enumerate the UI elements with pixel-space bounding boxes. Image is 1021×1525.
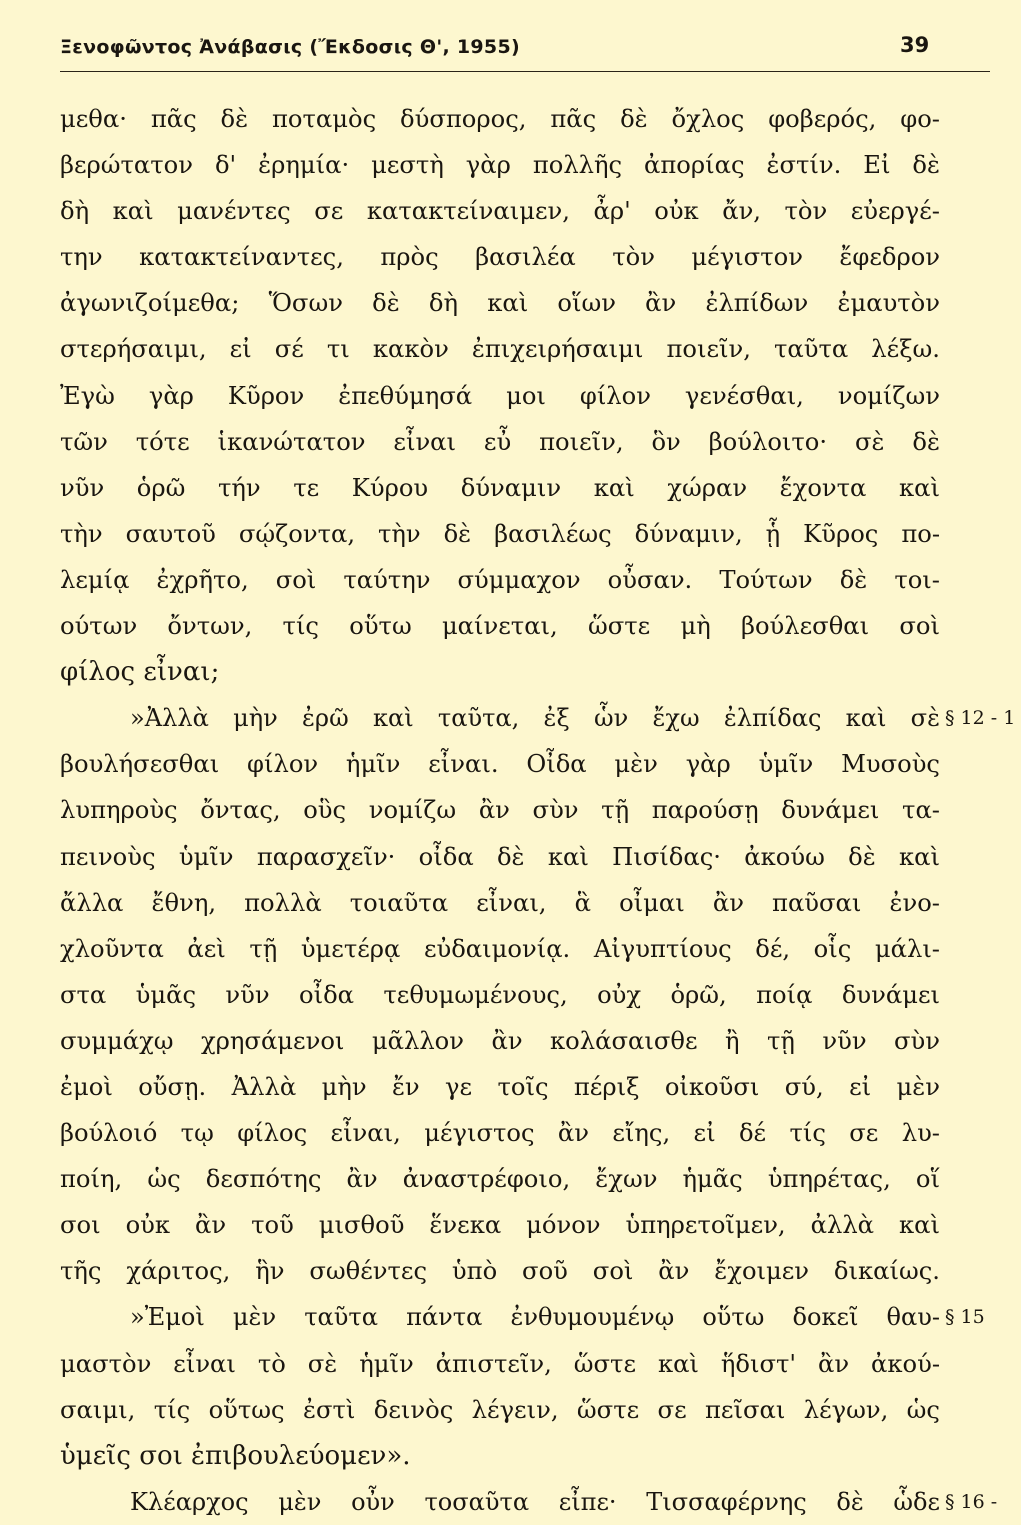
text-line: πεινοὺς ὑμῖν παρασχεῖν· οἶδα δὲ καὶ Πισίδας· ἀκούω δὲ καὶ (60, 842, 940, 871)
text-line: μεθα· πᾶς δὲ ποταμὸς δύσπορος, πᾶς δὲ ὄχλος φοβερός, φο- (60, 105, 940, 133)
text-line: λεμίᾳ ἐχρῆτο, σοὶ ταύτην σύμμαχον οὖσαν. Τούτων δὲ τοι- (60, 565, 940, 594)
text-line: ποίη, ὡς δεσπότης ἂν ἀναστρέφοιο, ἔχων ἡμᾶς ὑπηρέτας, οἵ (60, 1165, 940, 1194)
text-line: στερήσαιμι, εἰ σέ τι κακὸν ἐπιχειρήσαιμι ποιεῖν, ταῦτα λέξω. (60, 335, 940, 364)
text-line: ἐμοὶ οὔσῃ. Ἀλλὰ μὴν ἔν γε τοῖς πέριξ οἰκοῦσι σύ, εἰ μὲν (60, 1072, 940, 1101)
body-text (60, 96, 1016, 1525)
text-line: »Ἐμοὶ μὲν ταῦτα πάντα ἐνθυμουμένῳ οὕτω δοκεῖ θαυ- § 15 (60, 1294, 940, 1340)
section-marker: § 12 - 1 (945, 707, 1016, 730)
text-line: δὴ καὶ μανέντες σε κατακτείναιμεν, ἆρ' οὐκ ἄν, τὸν εὐεργέ- (60, 197, 940, 226)
text-line: ούτων ὄντων, τίς οὕτω μαίνεται, ὥστε μὴ βούλεσθαι σοὶ (60, 612, 940, 641)
text-line: συμμάχῳ χρησάμενοι μᾶλλον ἂν κολάσαισθε ἢ τῇ νῦν σὺν (60, 1026, 940, 1055)
text-line: νῦν ὁρῶ τήν τε Κύρου δύναμιν καὶ χώραν ἔχοντα καὶ (60, 473, 940, 502)
text-line: Ἐγὼ γὰρ Κῦρον ἐπεθύμησά μοι φίλον γενέσθαι, νομίζων (60, 381, 940, 410)
text-line: χλοῦντα ἀεὶ τῇ ὑμετέρᾳ εὐδαιμονίᾳ. Αἰγυπτίους δέ, οἷς μάλι- (60, 934, 940, 963)
text-line: φίλος εἶναι; (60, 657, 220, 688)
page-number: 39 (900, 33, 930, 57)
text-line: σαιμι, τίς οὕτως ἐστὶ δεινὸς λέγειν, ὥστε σε πεῖσαι λέγων, ὡς (60, 1395, 940, 1424)
header-title: Ξενοφῶντος Ἀνάβασις (Ἔκδοσις Θ', 1955) (60, 36, 520, 58)
text-line: τῆς χάριτος, ἣν σωθέντες ὑπὸ σοῦ σοὶ ἂν ἔχοιμεν δικαίως. (60, 1257, 940, 1286)
text-line: τὴν σαυτοῦ σῴζοντα, τὴν δὲ βασιλέως δύναμιν, ᾗ Κῦρος πο- (60, 519, 940, 548)
running-head (60, 30, 990, 70)
text-line: ἀγωνιζοίμεθα; Ὅσων δὲ δὴ καὶ οἵων ἂν ἐλπίδων ἐμαυτὸν (60, 289, 940, 318)
text-line: ἄλλα ἔθνη, πολλὰ τοιαῦτα εἶναι, ἃ οἶμαι ἂν παῦσαι ἐνο- (60, 888, 940, 917)
text-line: ὑμεῖς σοι ἐπιβουλεύομεν». (60, 1440, 411, 1471)
text-line: βερώτατον δ' ἐρημία· μεστὴ γὰρ πολλῆς ἀπορίας ἐστίν. Εἰ δὲ (60, 151, 940, 180)
text-line: σοι οὐκ ἂν τοῦ μισθοῦ ἕνεκα μόνον ὑπηρετοῖμεν, ἀλλὰ καὶ (60, 1211, 940, 1240)
text-line: Κλέαρχος μὲν οὖν τοσαῦτα εἶπε· Τισσαφέρνης δὲ ὧδε § 16 - (60, 1479, 940, 1525)
text-line: στα ὑμᾶς νῦν οἶδα τεθυμωμένους, οὐχ ὁρῶ, ποίᾳ δυνάμει (60, 980, 940, 1009)
header-rule (60, 71, 990, 72)
text-line: βούλοιό τῳ φίλος εἶναι, μέγιστος ἂν εἴης, εἰ δέ τίς σε λυ- (60, 1119, 940, 1148)
section-marker: § 16 - (945, 1490, 998, 1513)
text-line: μαστὸν εἶναι τὸ σὲ ἡμῖν ἀπιστεῖν, ὥστε καὶ ἥδιστ' ἂν ἀκού- (60, 1349, 940, 1378)
text-line: »Ἀλλὰ μὴν ἐρῶ καὶ ταῦτα, ἐξ ὧν ἔχω ἐλπίδας καὶ σὲ § 12 - 1 (60, 695, 940, 741)
section-marker: § 15 (945, 1306, 985, 1329)
text-line: βουλήσεσθαι φίλον ἡμῖν εἶναι. Οἶδα μὲν γὰρ ὑμῖν Μυσοὺς (60, 750, 940, 779)
text-line: την κατακτείναντες, πρὸς βασιλέα τὸν μέγιστον ἔφεδρον (60, 243, 940, 272)
text-line: τῶν τότε ἱκανώτατον εἶναι εὖ ποιεῖν, ὃν βούλοιτο· σὲ δὲ (60, 427, 940, 456)
text-line: λυπηροὺς ὄντας, οὓς νομίζω ἂν σὺν τῇ παρούσῃ δυνάμει τα- (60, 796, 940, 825)
